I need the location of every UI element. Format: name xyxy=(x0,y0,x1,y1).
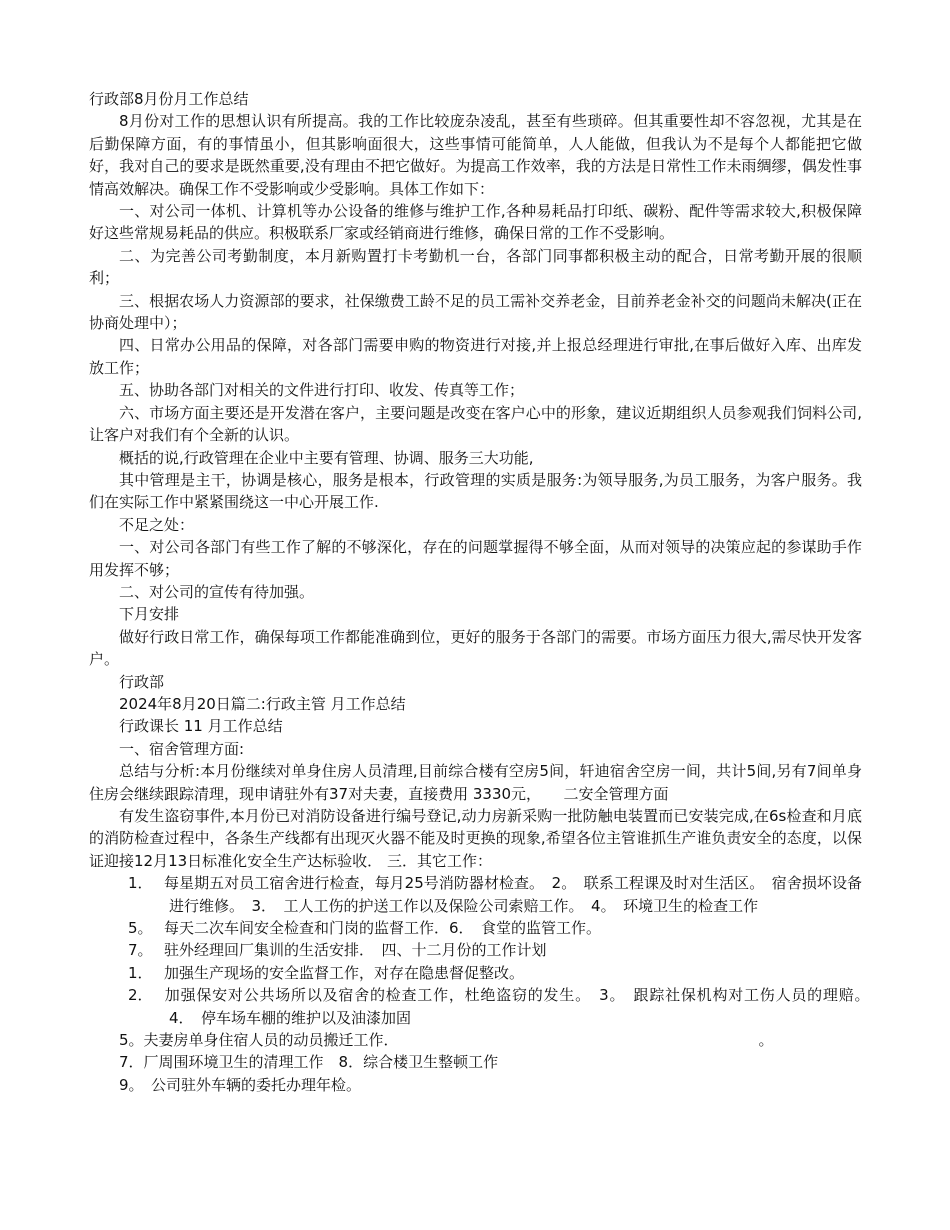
list-item xyxy=(89,1029,862,1051)
paragraph: 概括的说,行政管理在企业中主要有管理、协调、服务三大功能, xyxy=(119,448,534,467)
trailing-mark: 。 xyxy=(758,1031,774,1050)
section-heading: 下月安排 xyxy=(119,605,180,624)
list-text: 每天二次车间安全检查和门岗的监督工作．6． 食堂的监管工作。 xyxy=(164,919,602,938)
paragraph: 有发生盗窃事件,本月份已对消防设备进行编号登记,动力房新采购一批防触电装置而已安装完成,在6s检查和月底的消防检查过程中，各条生产线都有出现灭火器不能及时更换的现象,希望各位主管谁抓生产谁负责安全的态度，以保证迎接12月13日标准化安全生产达标验收． 三．其它工作： xyxy=(89,807,862,870)
list-text: 每星期五对员工宿舍进行检查，每月25号消防器材检查。 2。 联系工程课及时对生活区。 宿舍损坏设备进行维修。 3． 工人工伤的护送工作以及保险公司索赔工作。 4。 环境卫生的检查工作 xyxy=(164,874,862,915)
list-item xyxy=(89,962,862,984)
paragraph: 四、日常办公用品的保障，对各部门需要申购的物资进行对接,并上报总经理进行审批,在事后做好入库、出库发放工作； xyxy=(89,336,862,377)
list-item xyxy=(89,984,893,1029)
list-number: 7。 xyxy=(128,941,153,960)
section-heading: 行政课长 11 月工作总结 xyxy=(119,717,283,736)
paragraph: 做好行政日常工作，确保每项工作都能准确到位，更好的服务于各部门的需要。市场方面压力很大,需尽快开发客户。 xyxy=(89,627,862,669)
list-item xyxy=(89,939,862,961)
section-heading: 一、宿舍管理方面: xyxy=(119,739,245,758)
paragraph: 不足之处： xyxy=(119,515,195,534)
list-number: 1． xyxy=(128,874,153,893)
paragraph: 一、对公司各部门有些工作了解的不够深化，存在的问题掌握得不够全面，从而对领导的决策应起的参谋助手作用发挥不够； xyxy=(89,538,862,579)
list-text: 9。 公司驻外车辆的委托办理年检。 xyxy=(119,1075,362,1094)
list-text: 5。夫妻房单身住宿人员的动员搬迁工作． xyxy=(119,1031,399,1050)
list-item xyxy=(89,1051,862,1073)
paragraph: 8月份对工作的思想认识有所提高。我的工作比较庞杂凌乱，甚至有些琐碎。但其重要性却不容忽视，尤其是在后勤保障方面，有的事情虽小，但其影响面很大，这些事情可能简单，人人能做，但我认为不是每个人都能把它做好，我对自己的要求是既然重要,没有理由不把它做好。为提高工作效率，我的方法是日常性工作未雨绸缪，偶发性事情高效解决。确保工作不受影响或少受影响。具体工作如下： xyxy=(89,112,862,198)
paragraph: 六、市场方面主要还是开发潜在客户，主要问题是改变在客户心中的形象，建议近期组织人员参观我们饲料公司,让客户对我们有个全新的认识。 xyxy=(89,403,862,445)
list-item xyxy=(89,1074,862,1096)
document-title: 行政部8月份月工作总结 xyxy=(89,90,249,108)
list-number: 2． xyxy=(128,986,153,1005)
paragraph: 五、协助各部门对相关的文件进行打印、收发、传真等工作； xyxy=(119,381,525,400)
list-text: 驻外经理回厂集训的生活安排． 四、十二月份的工作计划 xyxy=(164,941,547,960)
signature-department: 行政部 xyxy=(119,672,165,691)
list-text: 加强保安对公共场所以及宿舍的检查工作，杜绝盗窃的发生。 3。 跟踪社保机构对工伤人员的理赔。 4． 停车场车棚的维护以及油漆加固 xyxy=(164,986,893,1027)
signature-date: 2024年8月20日篇二:行政主管 月工作总结 xyxy=(119,694,406,713)
paragraph: 二、对公司的宣传有待加强。 xyxy=(119,582,315,601)
list-text: 7．厂周围环境卫生的清理工作 8．综合楼卫生整顿工作 xyxy=(119,1053,499,1072)
paragraph: 三、根据农场人力资源部的要求，社保缴费工龄不足的员工需补交养老金，目前养老金补交的问题尚未解决(正在协商处理中）； xyxy=(89,291,862,333)
paragraph: 二、为完善公司考勤制度，本月新购置打卡考勤机一台，各部门同事都积极主动的配合，日常考勤开展的很顺利； xyxy=(89,246,862,288)
paragraph: 其中管理是主干，协调是核心，服务是根本，行政管理的实质是服务:为领导服务,为员工服务，为客户服务。我们在实际工作中紧紧围绕这一中心开展工作. xyxy=(89,470,862,512)
list-text: 加强生产现场的安全监督工作，对存在隐患督促整改。 xyxy=(164,963,525,982)
list-number: 5。 xyxy=(128,919,153,938)
list-number: 1． xyxy=(128,963,153,982)
paragraph: 总结与分析:本月份继续对单身住房人员清理,目前综合楼有空房5间，轩迪宿舍空房一间，共计5间,另有7间单身住房会继续跟踪清理，现申请驻外有37对夫妻，直接费用 3330元， 二安全管理方面 xyxy=(89,762,862,803)
list-item xyxy=(89,917,862,939)
paragraph: 一、对公司一体机、计算机等办公设备的维修与维护工作,各种易耗品打印纸、碳粉、配件等需求较大,积极保障好这些常规易耗品的供应。积极联系厂家或经销商进行维修，确保日常的工作不受影响。 xyxy=(89,202,862,243)
list-item xyxy=(89,872,862,917)
